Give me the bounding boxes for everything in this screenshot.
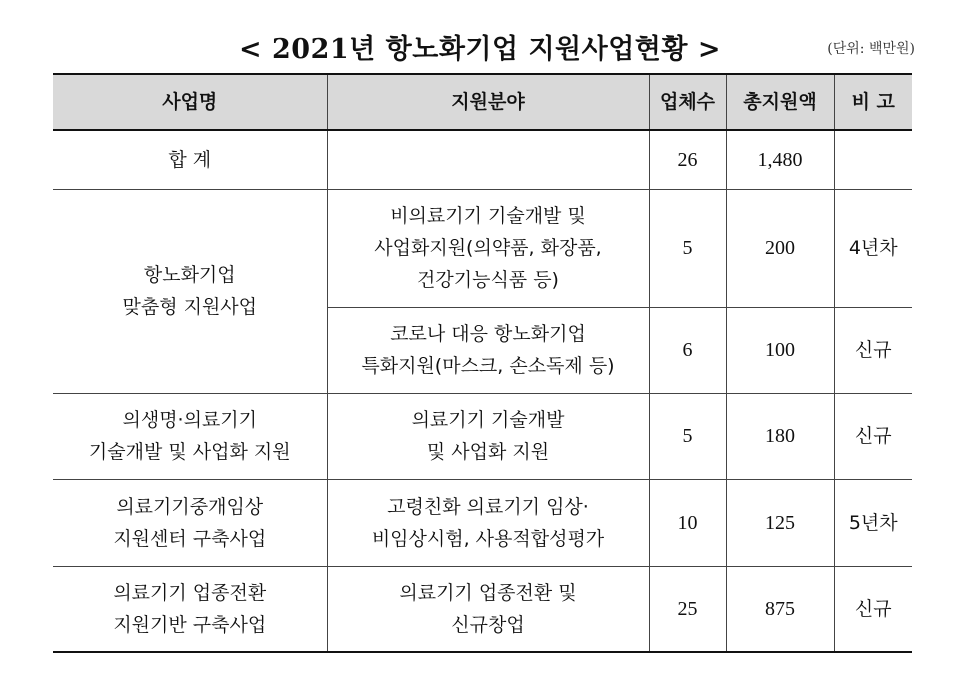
business-name-line: 의료기기 업종전환 <box>113 581 267 604</box>
header-support-field: 지원분야 <box>327 74 649 130</box>
header-business-name: 사업명 <box>53 74 327 130</box>
business-name-line: 지원기반 구축사업 <box>113 613 267 636</box>
business-name-cell <box>53 566 327 652</box>
table-row <box>53 479 912 566</box>
company-count-cell: 25 <box>649 566 726 652</box>
support-field-cell <box>327 307 649 393</box>
unit-label: (단위: 백만원) <box>827 41 915 57</box>
business-name-line: 의료기기중개임상 <box>116 495 264 518</box>
business-name-line: 항노화기업 <box>143 264 236 286</box>
company-count-cell: 5 <box>649 393 726 479</box>
company-count-cell: 5 <box>649 189 726 307</box>
header-company-count: 업체수 <box>649 74 726 130</box>
amount-cell: 200 <box>726 189 834 307</box>
support-field-line: 건강기능식품 등) <box>417 269 559 291</box>
total-label: 합 계 <box>53 130 327 189</box>
support-field-line: 비의료기기 기술개발 및 <box>390 205 586 227</box>
support-field-cell <box>327 393 649 479</box>
amount-cell: 125 <box>726 479 834 566</box>
support-field-line: 고령친화 의료기기 임상· <box>387 495 589 518</box>
note-cell: 신규 <box>834 393 912 479</box>
note-cell: 4년차 <box>834 189 912 307</box>
business-name-cell <box>53 189 327 393</box>
note-cell: 5년차 <box>834 479 912 566</box>
header-row <box>53 74 912 130</box>
support-field-cell <box>327 479 649 566</box>
amount-cell: 180 <box>726 393 834 479</box>
support-table <box>53 73 912 653</box>
support-field-line: 신규창업 <box>451 613 525 636</box>
table-row <box>53 189 912 307</box>
support-field-cell <box>327 189 649 307</box>
support-field-cell <box>327 566 649 652</box>
company-count-cell: 6 <box>649 307 726 393</box>
total-row <box>53 130 912 189</box>
support-field-line: 의료기기 업종전환 및 <box>399 581 577 604</box>
amount-cell: 100 <box>726 307 834 393</box>
total-note <box>834 130 912 189</box>
support-field-line: 코로나 대응 항노화기업 <box>390 323 586 345</box>
business-name-line: 맞춤형 지원사업 <box>122 296 258 318</box>
business-name-line: 지원센터 구축사업 <box>113 527 267 550</box>
business-name-line: 의생명·의료기기 <box>122 409 258 431</box>
support-field-line: 특화지원(마스크, 손소독제 등) <box>361 355 615 377</box>
total-amount: 1,480 <box>726 130 834 189</box>
support-field-line: 비임상시험, 사용적합성평가 <box>371 527 605 550</box>
total-field <box>327 130 649 189</box>
support-field-line: 및 사업화 지원 <box>426 441 550 463</box>
business-name-line: 기술개발 및 사업화 지원 <box>88 441 291 463</box>
company-count-cell: 10 <box>649 479 726 566</box>
table-row <box>53 566 912 652</box>
total-count: 26 <box>649 130 726 189</box>
business-name-cell <box>53 393 327 479</box>
page-title: < 2021년 항노화기업 지원사업현황 > <box>239 34 721 65</box>
note-cell: 신규 <box>834 307 912 393</box>
support-field-line: 의료기기 기술개발 <box>411 409 565 431</box>
support-field-line: 사업화지원(의약품, 화장품, <box>374 237 602 259</box>
amount-cell: 875 <box>726 566 834 652</box>
table-row <box>53 393 912 479</box>
business-name-cell <box>53 479 327 566</box>
header-total-amount: 총지원액 <box>726 74 834 130</box>
header-note: 비 고 <box>834 74 912 130</box>
note-cell: 신규 <box>834 566 912 652</box>
